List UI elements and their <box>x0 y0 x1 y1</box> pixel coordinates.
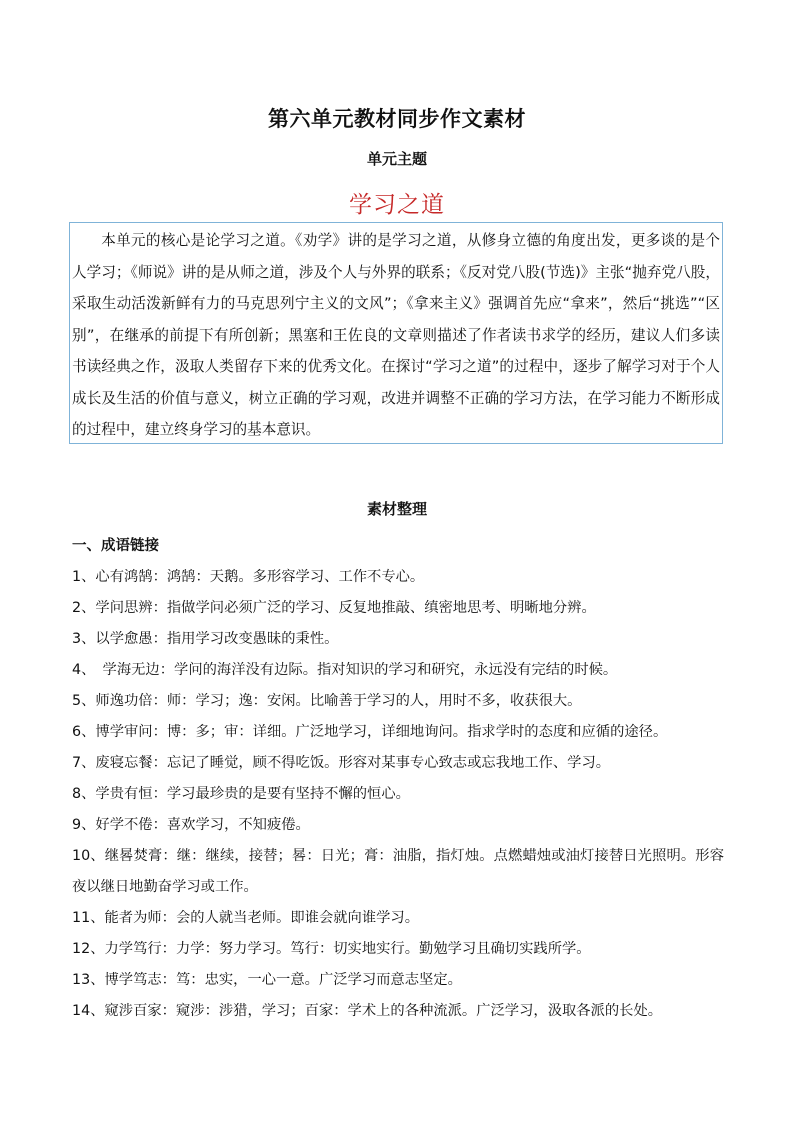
idiom-item: 5、师逸功倍：师：学习；逸：安闲。比喻善于学习的人，用时不多，收获很大。 <box>72 693 582 709</box>
intro-paragraph: 本单元的核心是论学习之道。《劝学》讲的是学习之道，从修身立德的角度出发，更多谈的是个人学习；《师说》讲的是从师之道，涉及个人与外界的联系；《反对党八股(节选)》主张“抛弃党八股，采取生动活泼新鲜有力的马克思列宁主义的文风”；《拿来主义》强调首先应“拿来”，然后“挑选”“区别”，在继承的前提下有所创新；黑塞和王佐良的文章则描述了作者读书求学的经历，建议人们多读书读经典之作，汲取人类留存下来的优秀文化。在探讨“学习之道”的过程中，逐步了解学习对于个人成长及生活的价值与意义，树立正确的学习观，改进并调整不正确的学习方法，在学习能力不断形成的过程中，建立终身学习的基本意识。 <box>72 232 721 438</box>
idiom-item: 9、好学不倦：喜欢学习，不知疲倦。 <box>72 817 310 833</box>
idiom-item: 12、力学笃行：力学：努力学习。笃行：切实地实行。勤勉学习且确切实践所学。 <box>72 941 591 957</box>
document-title: 第六单元教材同步作文素材 <box>268 107 526 131</box>
idiom-item: 11、能者为师：会的人就当老师。即谁会就向谁学习。 <box>72 910 420 926</box>
sub-heading: 一、成语链接 <box>72 538 159 554</box>
idiom-item: 13、博学笃志：笃：忠实，一心一意。广泛学习而意志坚定。 <box>72 972 462 988</box>
idiom-item: 14、窥涉百家：窥涉：涉猎，学习；百家：学术上的各种流派。广泛学习，汲取各派的长处。 <box>72 1003 663 1019</box>
idiom-item: 4、 学海无边：学问的海洋没有边际。指对知识的学习和研究，永远没有完结的时候。 <box>72 662 618 678</box>
intro-box <box>69 222 723 444</box>
idiom-item: 10、继晷焚膏：继：继续，接替；晷：日光；膏：油脂，指灯烛。点燃蜡烛或油灯接替日光照明。形容夜以继日地勤奋学习或工作。 <box>72 848 724 895</box>
unit-theme-label: 单元主题 <box>366 150 427 168</box>
section-title: 素材整理 <box>366 500 427 518</box>
idiom-item: 7、废寝忘餐：忘记了睡觉，顾不得吃饭。形容对某事专心致志或忘我地工作、学习。 <box>72 755 611 771</box>
theme-name: 学习之道 <box>349 192 445 218</box>
idiom-item: 3、以学愈愚：指用学习改变愚昧的秉性。 <box>72 631 339 647</box>
idiom-item: 6、博学审问：博：多；审：详细。广泛地学习，详细地询问。指求学时的态度和应循的途径。 <box>72 724 668 740</box>
idiom-item: 8、学贵有恒：学习最珍贵的是要有坚持不懈的恒心。 <box>72 786 410 802</box>
idiom-item: 2、学问思辨：指做学问必须广泛的学习、反复地推敲、缜密地思考、明晰地分辨。 <box>72 600 596 616</box>
idiom-item: 1、心有鸿鹄：鸿鹄：天鹅。多形容学习、工作不专心。 <box>72 569 425 585</box>
idiom-list <box>72 562 724 1027</box>
